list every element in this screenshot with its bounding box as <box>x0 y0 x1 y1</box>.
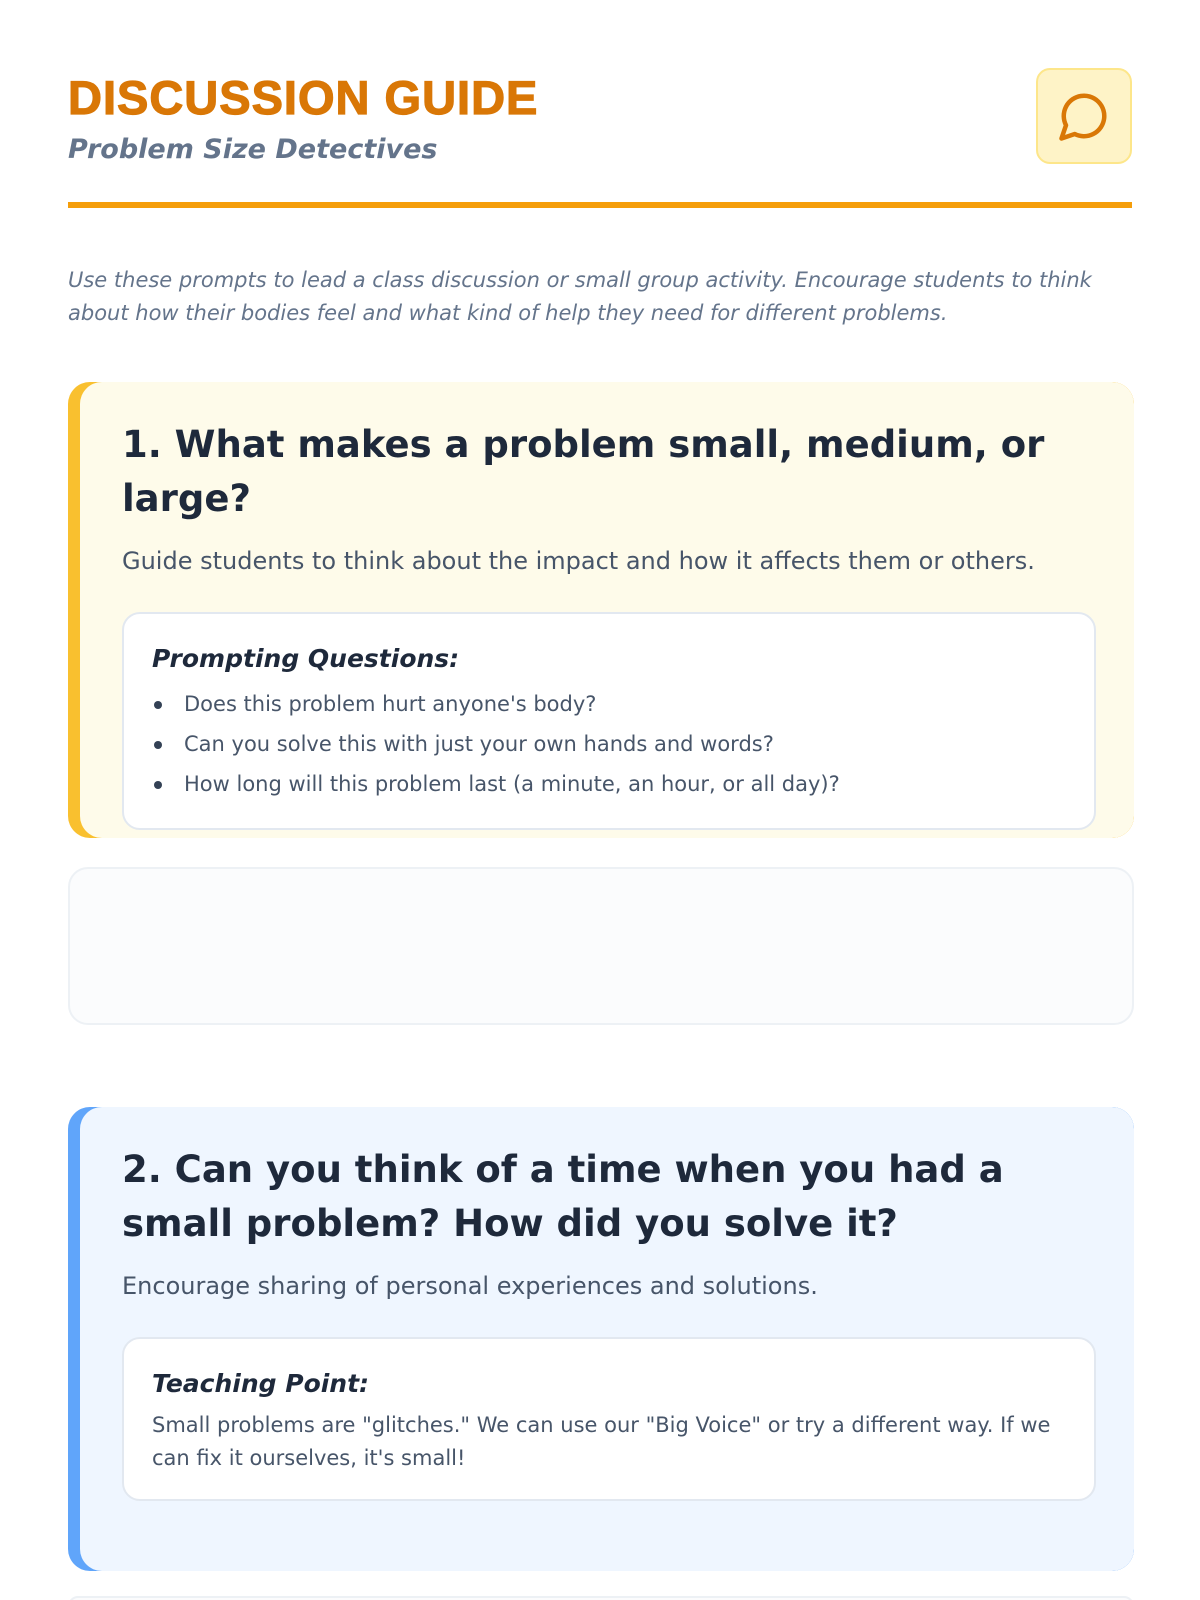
chat-badge <box>1036 68 1132 164</box>
chat-bubble-icon <box>1057 89 1111 143</box>
prompting-questions-list <box>152 684 1066 804</box>
page-header <box>68 0 1132 208</box>
question-title: 1. What makes a problem small, medium, or large? <box>122 423 1045 520</box>
question-card-1 <box>68 382 1134 838</box>
page-title: DISCUSSION GUIDE <box>68 71 539 124</box>
bullet-icon <box>154 701 162 709</box>
question-card-2 <box>68 1107 1134 1571</box>
box-heading: Teaching Point: <box>152 1369 370 1398</box>
page-subtitle: Problem Size Detectives <box>68 134 438 165</box>
teaching-point-box <box>122 1337 1096 1501</box>
prompting-questions-box <box>122 612 1096 830</box>
list-item: Can you solve this with just your own hands and words? <box>152 724 1066 764</box>
teaching-point-text: Small problems are "glitches." We can use our "Big Voice" or try a different way. If we can fix it ourselves, it's small! <box>152 1413 1051 1470</box>
intro-text: Use these prompts to lead a class discussion or small group activity. Encourage students to think about how their bodies feel and what kind of help they need for different problems. <box>68 268 1092 325</box>
box-heading: Prompting Questions: <box>152 644 460 673</box>
question-description: Guide students to think about the impact and how it affects them or others. <box>122 547 1035 575</box>
list-item: Does this problem hurt anyone's body? <box>152 684 1066 724</box>
bullet-icon <box>154 781 162 789</box>
bullet-icon <box>154 741 162 749</box>
question-title: 2. Can you think of a time when you had a small problem? How did you solve it? <box>122 1148 1004 1245</box>
question-description: Encourage sharing of personal experiences and solutions. <box>122 1272 818 1300</box>
list-item: How long will this problem last (a minute, an hour, or all day)? <box>152 764 1066 804</box>
notes-area[interactable] <box>68 867 1134 1025</box>
next-card-edge <box>68 1596 1134 1600</box>
